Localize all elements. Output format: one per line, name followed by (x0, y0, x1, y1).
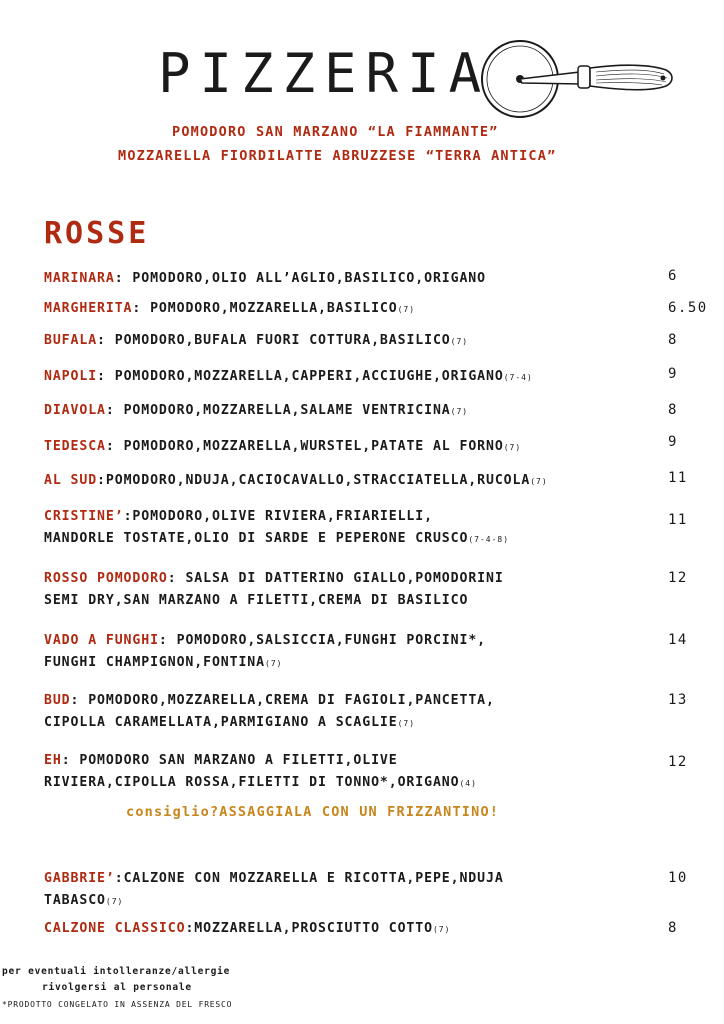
menu-item-name: ROSSO POMODORO (44, 571, 168, 586)
footer-line-1: per eventuali intolleranze/allergie (2, 966, 231, 977)
menu-item-ingredients: POMODORO,MOZZARELLA,CAPPERI,ACCIUGHE,ORIGANO (114, 369, 504, 384)
menu-item-name: GABBRIE’ (44, 871, 115, 886)
menu-item (44, 918, 450, 941)
menu-item-name: BUFALA (44, 333, 98, 348)
menu-item (44, 470, 548, 493)
menu-item-ingredients: FUNGHI CHAMPIGNON,FONTINA (44, 655, 265, 670)
page-title: PIZZERIA (158, 42, 491, 105)
menu-item-line (44, 690, 495, 712)
menu-item-allergens: (7) (105, 897, 124, 906)
footer-line-2: rivolgersi al personale (42, 982, 192, 993)
menu-item (44, 330, 468, 353)
menu-item-line (44, 652, 486, 675)
menu-item-price: 8 (668, 332, 678, 348)
menu-item (44, 366, 533, 389)
tip-text: consiglio?ASSAGGIALA CON UN FRIZZANTINO! (126, 804, 500, 820)
menu-item-separator: : (167, 571, 186, 586)
header-line-1: POMODORO SAN MARZANO “LA FIAMMANTE” (172, 124, 499, 140)
menu-item-price: 12 (668, 570, 688, 586)
menu-item (44, 506, 509, 551)
menu-item-line (44, 506, 509, 528)
menu-item-line (44, 712, 495, 735)
menu-item-line (44, 772, 477, 795)
menu-item-ingredients: SEMI DRY,SAN MARZANO A FILETTI,CREMA DI BASILICO (44, 593, 469, 608)
menu-item-price: 14 (668, 632, 688, 648)
menu-item (44, 436, 521, 459)
menu-item-line (44, 268, 486, 290)
menu-item-ingredients: POMODORO,SALSICCIA,FUNGHI PORCINI*, (176, 633, 486, 648)
menu-item-ingredients: CALZONE CON MOZZARELLA E RICOTTA,PEPE,NDUJA (123, 871, 504, 886)
menu-item-separator: : (97, 473, 106, 488)
menu-item-name: EH (44, 753, 62, 768)
footer-note: *PRODOTTO CONGELATO IN ASSENZA DEL FRESCO (2, 1000, 233, 1009)
menu-item-line (44, 366, 533, 389)
menu-item-ingredients: POMODORO,BUFALA FUORI COTTURA,BASILICO (114, 333, 451, 348)
menu-item-name: MARINARA (44, 271, 115, 286)
menu-item (44, 298, 415, 321)
menu-item-line (44, 330, 468, 353)
menu-item-ingredients: POMODORO,MOZZARELLA,SALAME VENTRICINA (123, 403, 451, 418)
menu-item-separator: : (123, 509, 133, 524)
menu-item-line (44, 918, 450, 941)
menu-item-allergens: (7) (432, 925, 451, 934)
menu-item-ingredients: POMODORO,NDUJA,CACIOCAVALLO,STRACCIATELLA,RUCOLA (105, 473, 531, 488)
menu-item-ingredients: POMODORO,MOZZARELLA,WURSTEL,PATATE AL FORNO (123, 439, 504, 454)
menu-item-separator: : (158, 633, 177, 648)
menu-item-ingredients: POMODORO SAN MARZANO A FILETTI,OLIVE (79, 753, 398, 768)
menu-item-name: TEDESCA (44, 439, 106, 454)
menu-item-separator: : (97, 333, 115, 348)
menu-item-ingredients: POMODORO,OLIO ALL’AGLIO,BASILICO,ORIGANO (132, 271, 486, 286)
menu-item-ingredients: POMODORO,OLIVE RIVIERA,FRIARIELLI, (132, 509, 433, 524)
menu-item-separator: : (97, 369, 115, 384)
menu-item-ingredients: RIVIERA,CIPOLLA ROSSA,FILETTI DI TONNO*,ORIGANO (44, 775, 460, 790)
menu-item-price: 9 (668, 366, 678, 382)
header-line-2: MOZZARELLA FIORDILATTE ABRUZZESE “TERRA ANTICA” (118, 148, 557, 164)
menu-item (44, 690, 495, 735)
menu-item-line (44, 436, 521, 459)
menu-item-price: 6.50 (668, 300, 708, 316)
menu-item-separator: : (185, 921, 195, 936)
pizza-cutter-icon (470, 36, 676, 122)
menu-item (44, 750, 477, 795)
menu-item (44, 868, 504, 913)
menu-item-separator: : (61, 753, 80, 768)
menu-item-ingredients: CIPOLLA CARAMELLATA,PARMIGIANO A SCAGLIE (44, 715, 398, 730)
menu-item-separator: : (70, 693, 89, 708)
menu-item-name: DIAVOLA (44, 403, 106, 418)
menu-item-price: 11 (668, 512, 688, 528)
menu-item-name: BUD (44, 693, 71, 708)
menu-item-allergens: (7) (450, 337, 469, 346)
menu-item-line (44, 400, 468, 423)
menu-item-separator: : (114, 871, 124, 886)
menu-item-separator: : (105, 439, 124, 454)
menu-item-line (44, 590, 504, 612)
section-title: ROSSE (44, 216, 150, 251)
menu-item-ingredients: MOZZARELLA,PROSCIUTTO COTTO (194, 921, 433, 936)
menu-item-price: 8 (668, 920, 678, 936)
menu-item-allergens: (7) (450, 407, 469, 416)
menu-item-line (44, 528, 509, 551)
menu-item-allergens: (7) (503, 443, 522, 452)
menu-item-price: 9 (668, 434, 678, 450)
menu-item-price: 12 (668, 754, 688, 770)
menu-item-name: AL SUD (44, 473, 98, 488)
menu-item-price: 6 (668, 268, 678, 284)
menu-item-name: MARGHERITA (44, 301, 133, 316)
menu-item-ingredients: SALSA DI DATTERINO GIALLO,POMODORINI (185, 571, 504, 586)
menu-item-ingredients: POMODORO,MOZZARELLA,BASILICO (150, 301, 398, 316)
menu-item-allergens: (7-4) (503, 373, 533, 382)
menu-item-line (44, 630, 486, 652)
menu-item-name: VADO A FUNGHI (44, 633, 159, 648)
menu-item-separator: : (114, 271, 133, 286)
menu-item (44, 630, 486, 675)
menu-item-line (44, 568, 504, 590)
menu-item-allergens: (7) (397, 719, 416, 728)
menu-item-ingredients: MANDORLE TOSTATE,OLIO DI SARDE E PEPERONE CRUSCO (44, 531, 469, 546)
menu-item-allergens: (7) (265, 659, 283, 668)
menu-item-line (44, 298, 415, 321)
menu-item-name: CALZONE CLASSICO (44, 921, 186, 936)
menu-item-allergens: (7) (397, 305, 416, 314)
menu-item-allergens: (4) (459, 779, 477, 788)
menu-item-line (44, 750, 477, 772)
menu-item-separator: : (105, 403, 124, 418)
menu-item-ingredients: POMODORO,MOZZARELLA,CREMA DI FAGIOLI,PANCETTA, (88, 693, 495, 708)
menu-item-price: 11 (668, 470, 688, 486)
menu-item-price: 13 (668, 692, 688, 708)
menu-item-line (44, 890, 504, 913)
menu-item-name: NAPOLI (44, 369, 98, 384)
menu-item-name: CRISTINE’ (44, 509, 124, 524)
menu-item-ingredients: TABASCO (44, 893, 106, 908)
menu-item-separator: : (132, 301, 151, 316)
menu-item-price: 10 (668, 870, 688, 886)
menu-item-line (44, 868, 504, 890)
menu-item-price: 8 (668, 402, 678, 418)
menu-item (44, 400, 468, 423)
menu-item-allergens: (7) (530, 477, 548, 486)
menu-item-line (44, 470, 548, 493)
menu-item (44, 268, 486, 290)
menu-item-allergens: (7-4-8) (468, 535, 510, 544)
menu-item (44, 568, 504, 612)
